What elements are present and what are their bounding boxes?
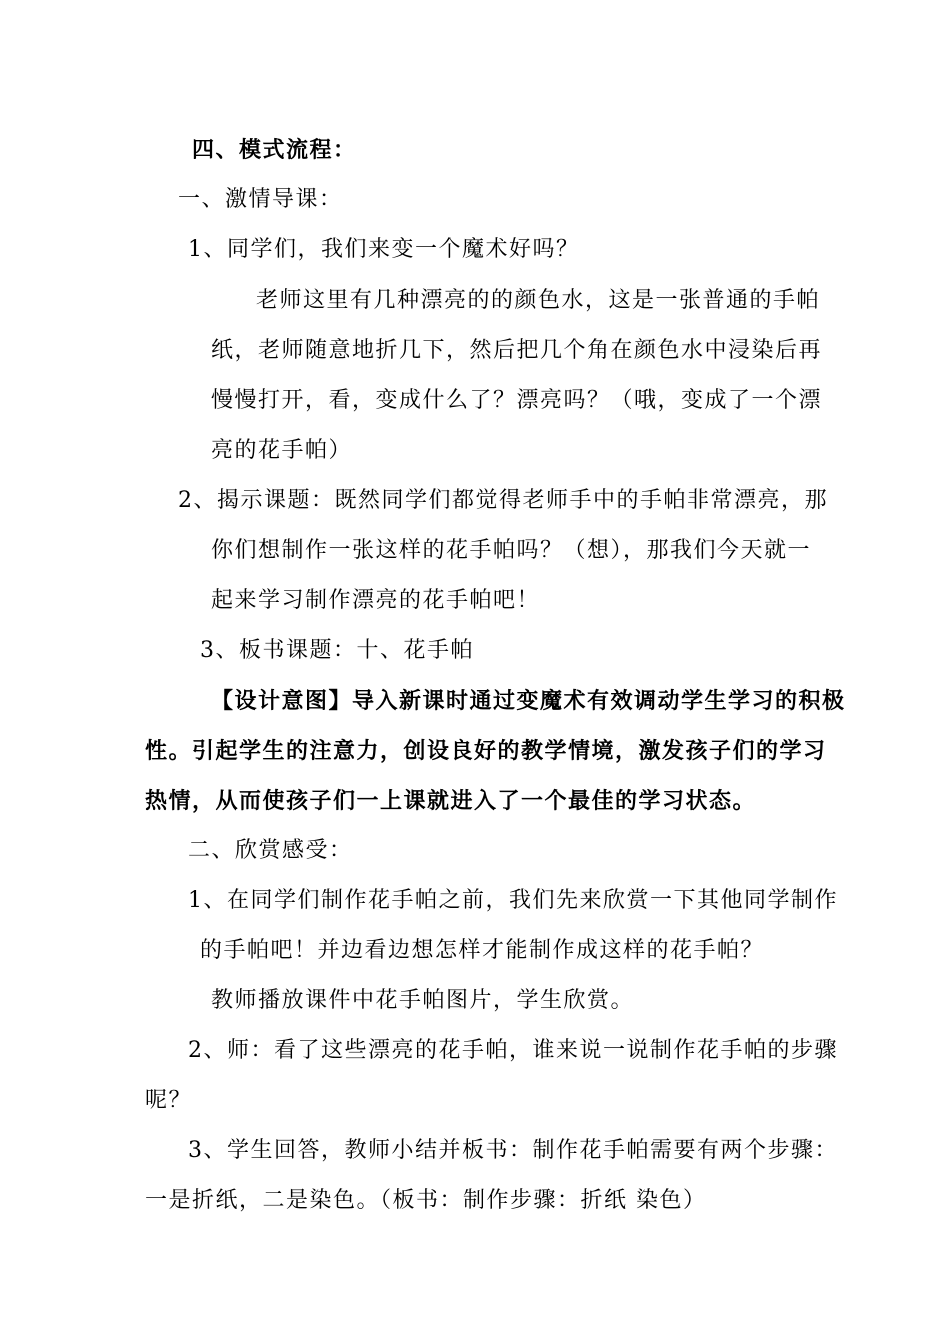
part1-item1-line: 亮的花手帕）	[211, 438, 353, 463]
part2-item3-line: 3、学生回答，教师小结并板书：制作花手帕需要有两个步骤：	[188, 1138, 838, 1163]
section-title: 四、模式流程：	[192, 137, 357, 163]
part2-item1-line: 1、在同学们制作花手帕之前，我们先来欣赏一下其他同学制作	[188, 888, 838, 913]
part2-item1-line: 的手帕吧！并边看边想怎样才能制作成这样的花手帕？	[200, 938, 765, 963]
part1-item1-label: 1、同学们，我们来变一个魔术好吗？	[188, 237, 580, 262]
part1-item2-line: 2、揭示课题：既然同学们都觉得老师手中的手帕非常漂亮，那	[178, 488, 828, 513]
part2-item2-line: 呢？	[145, 1088, 193, 1113]
part2-item2-line: 2、师：看了这些漂亮的花手帕，谁来说一说制作花手帕的步骤	[188, 1038, 838, 1063]
design-intent-line: 【设计意图】导入新课时通过变魔术有效调动学生学习的积极	[211, 688, 846, 714]
part1-heading: 一、激情导课：	[178, 187, 343, 212]
design-intent-line: 热情，从而使孩子们一上课就进入了一个最佳的学习状态。	[145, 788, 757, 814]
part1-item1-line: 慢慢打开，看，变成什么了？漂亮吗？（哦，变成了一个漂	[211, 388, 823, 413]
part2-item3-line: 一是折纸，二是染色。（板书：制作步骤：折纸 染色）	[145, 1188, 707, 1213]
part1-item1-line: 纸，老师随意地折几下，然后把几个角在颜色水中浸染后再	[211, 338, 823, 363]
part1-item1-line: 老师这里有几种漂亮的的颜色水，这是一张普通的手帕	[256, 288, 821, 313]
part1-item2-line: 你们想制作一张这样的花手帕吗？（想），那我们今天就一	[211, 538, 812, 563]
part2-item1-line: 教师播放课件中花手帕图片，学生欣赏。	[211, 988, 635, 1013]
part1-item3: 3、板书课题：十、花手帕	[200, 638, 474, 663]
part1-item2-line: 起来学习制作漂亮的花手帕吧！	[211, 588, 541, 613]
design-intent-line: 性。引起学生的注意力，创设良好的教学情境，激发孩子们的学习	[145, 738, 827, 764]
part2-heading: 二、欣赏感受：	[188, 838, 353, 863]
